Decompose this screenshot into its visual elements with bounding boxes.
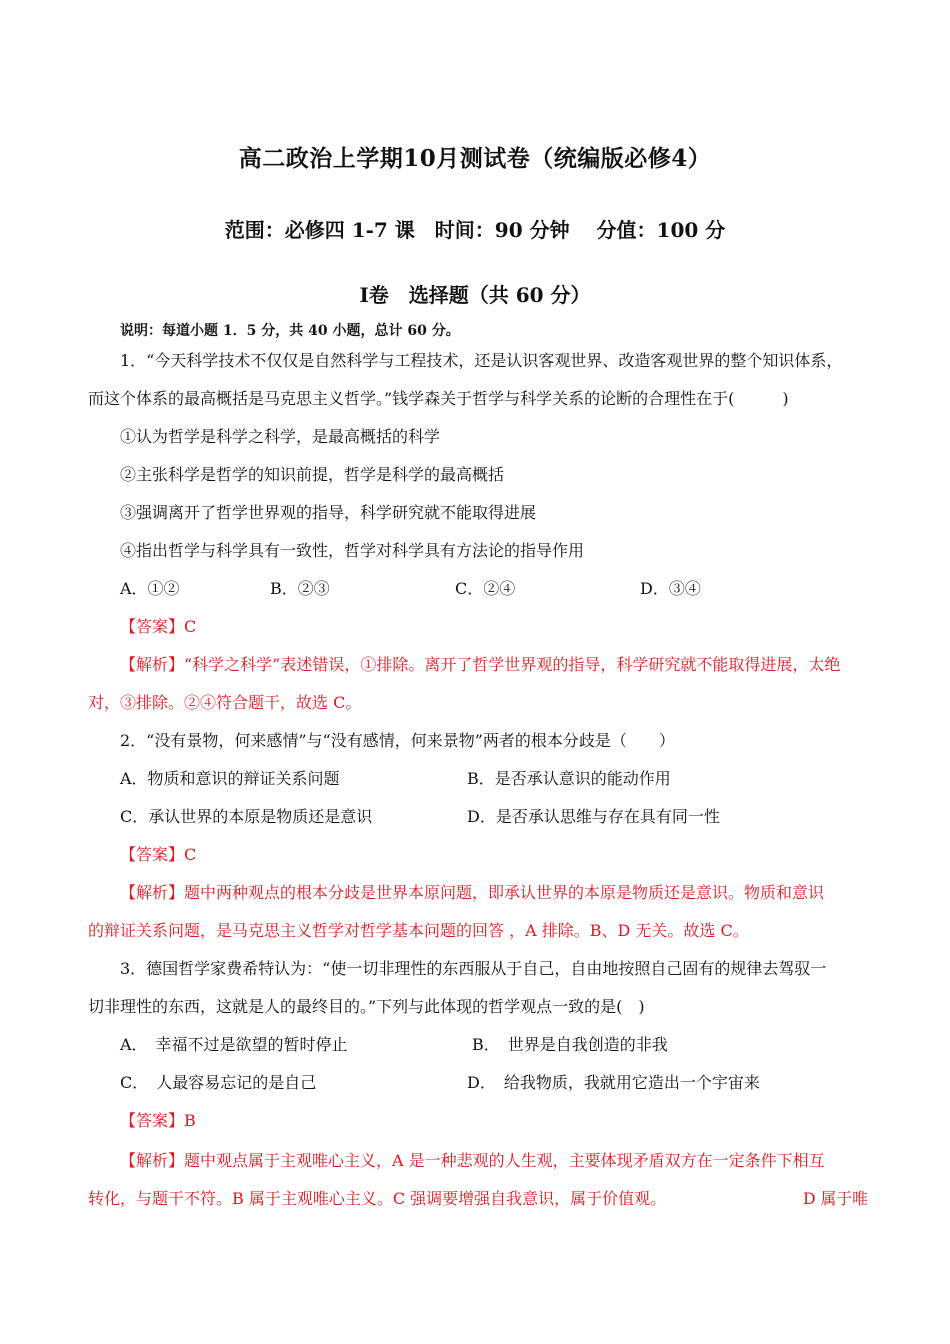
question-1-option-b: B．②③ — [270, 579, 330, 598]
question-2-option-c: C．承认世界的本原是物质还是意识 — [120, 807, 373, 826]
question-1-stem-line2: 而这个体系的最高概括是马克思主义哲学。”钱学森关于哲学与科学关系的论断的合理性在于( ) — [88, 389, 789, 408]
question-1-option-a: A．①② — [120, 579, 180, 598]
question-3-analysis-line1: 【解析】题中观点属于主观唯心主义，A 是一种悲观的人生观，主要体现矛盾双方在一定条件下相互 — [120, 1151, 825, 1170]
question-2-analysis-line1: 【解析】题中两种观点的根本分歧是世界本原问题，即承认世界的本原是物质还是意识。物质和意识 — [120, 883, 825, 902]
question-2-stem: 2．“没有景物，何来感情”与“没有感情，何来景物”两者的根本分歧是（ ） — [120, 731, 675, 750]
instructions-note: 说明：每道小题 1．5 分，共 40 小题，总计 60 分。 — [120, 323, 460, 339]
question-2-option-d: D．是否承认思维与存在具有同一性 — [467, 807, 720, 826]
question-1-item-4: ④指出哲学与科学具有一致性，哲学对科学具有方法论的指导作用 — [120, 541, 585, 560]
question-1-item-1: ①认为哲学是科学之科学，是最高概括的科学 — [120, 427, 441, 446]
exam-scope-subtitle: 范围：必修四 1-7 课 时间：90 分钟 分值：100 分 — [224, 218, 726, 242]
question-3-option-b: B． 世界是自我创造的非我 — [472, 1035, 668, 1054]
question-3-stem-line2: 切非理性的东西，这就是人的最终目的。”下列与此体现的哲学观点一致的是( ) — [88, 997, 645, 1016]
question-1-item-2: ②主张科学是哲学的知识前提，哲学是科学的最高概括 — [120, 465, 505, 484]
section-title: Ⅰ卷 选择题（共 60 分） — [359, 283, 591, 307]
question-1-item-3: ③强调离开了哲学世界观的指导，科学研究就不能取得进展 — [120, 503, 537, 522]
question-2-option-b: B．是否承认意识的能动作用 — [467, 769, 671, 788]
question-3-analysis-line2: 转化，与题干不符。B 属于主观唯心主义。C 强调要增强自我意识，属于价值观。 — [88, 1189, 667, 1208]
question-3-answer: 【答案】B — [120, 1111, 196, 1130]
question-3-stem-line1: 3．德国哲学家费希特认为：“使一切非理性的东西服从于自己，自由地按照自己固有的规律去驾驭一 — [120, 959, 827, 978]
question-1-option-d: D．③④ — [640, 579, 701, 598]
question-2-option-a: A．物质和意识的辩证关系问题 — [120, 769, 340, 788]
page-title: 高二政治上学期10月测试卷（统编版必修4） — [238, 145, 712, 172]
question-3-analysis-line2-tail: D 属于唯 — [803, 1189, 868, 1208]
question-1-stem-line1: 1．“今天科学技术不仅仅是自然科学与工程技术，还是认识客观世界、改造客观世界的整个知识体系， — [120, 351, 843, 370]
question-3-option-c: C． 人最容易忘记的是自己 — [120, 1073, 317, 1092]
question-1-answer: 【答案】C — [120, 617, 197, 636]
question-1-option-c: C．②④ — [455, 579, 516, 598]
question-2-answer: 【答案】C — [120, 845, 197, 864]
question-1-analysis-line2: 对，③排除。②④符合题干，故选 C。 — [88, 693, 362, 712]
question-1-analysis-line1: 【解析】“科学之科学”表述错误，①排除。离开了哲学世界观的指导，科学研究就不能取得进展，太绝 — [120, 655, 841, 674]
question-3-option-a: A． 幸福不过是欲望的暂时停止 — [120, 1035, 348, 1054]
question-2-analysis-line2: 的辩证关系问题，是马克思主义哲学对哲学基本问题的回答 ，A 排除。B、D 无关。故选 C。 — [88, 921, 749, 940]
question-3-option-d: D． 给我物质，我就用它造出一个宇宙来 — [467, 1073, 760, 1092]
